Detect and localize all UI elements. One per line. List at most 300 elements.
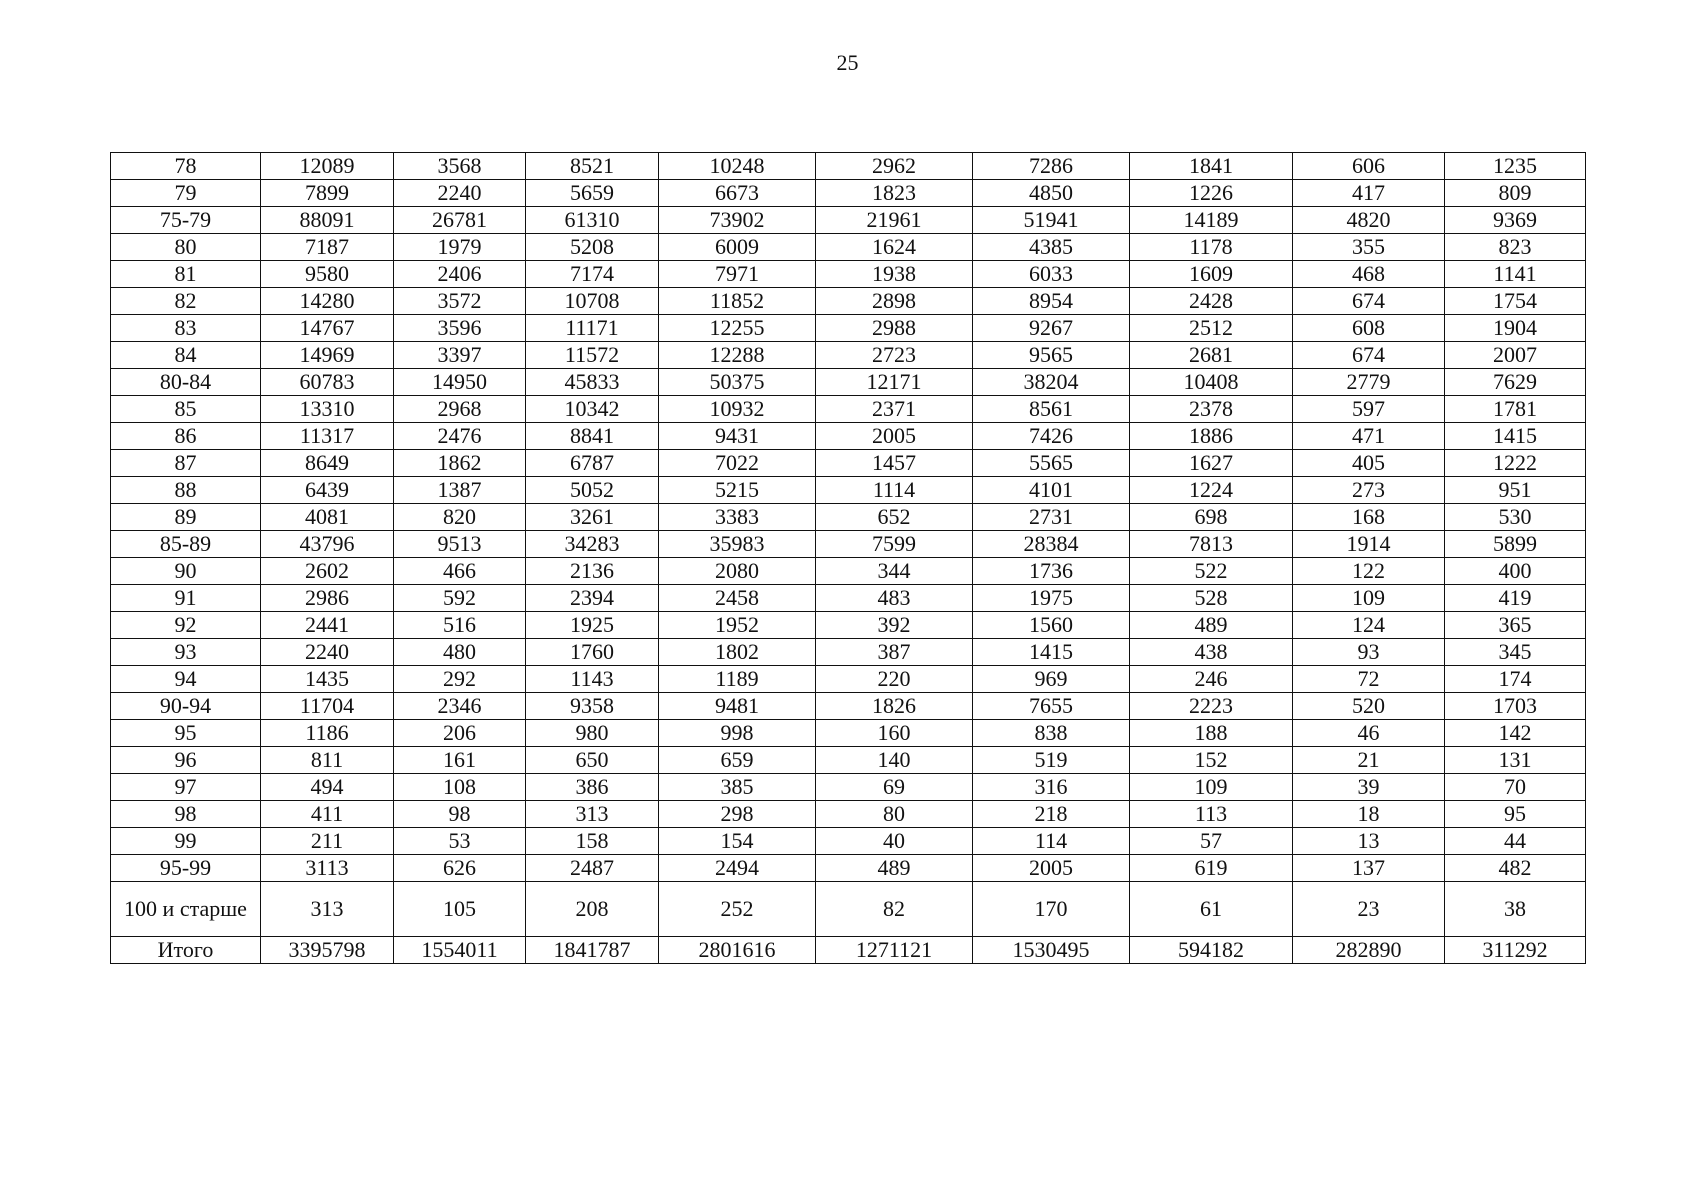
value-cell: 594182 bbox=[1130, 937, 1293, 964]
value-cell: 11171 bbox=[526, 315, 659, 342]
table-row bbox=[111, 450, 1586, 477]
value-cell: 2602 bbox=[261, 558, 394, 585]
value-cell: 3261 bbox=[526, 504, 659, 531]
value-cell: 137 bbox=[1293, 855, 1445, 882]
value-cell: 61310 bbox=[526, 207, 659, 234]
value-cell: 170 bbox=[973, 882, 1130, 937]
table-row bbox=[111, 666, 1586, 693]
value-cell: 2406 bbox=[394, 261, 526, 288]
value-cell: 2428 bbox=[1130, 288, 1293, 315]
value-cell: 1624 bbox=[816, 234, 973, 261]
value-cell: 2005 bbox=[973, 855, 1130, 882]
value-cell: 12288 bbox=[659, 342, 816, 369]
value-cell: 206 bbox=[394, 720, 526, 747]
value-cell: 1560 bbox=[973, 612, 1130, 639]
value-cell: 6787 bbox=[526, 450, 659, 477]
value-cell: 7629 bbox=[1445, 369, 1586, 396]
value-cell: 1826 bbox=[816, 693, 973, 720]
value-cell: 1271121 bbox=[816, 937, 973, 964]
value-cell: 142 bbox=[1445, 720, 1586, 747]
value-cell: 122 bbox=[1293, 558, 1445, 585]
value-cell: 35983 bbox=[659, 531, 816, 558]
row-label-cell: 100 и старше bbox=[111, 882, 261, 937]
value-cell: 1862 bbox=[394, 450, 526, 477]
row-label-cell: 85 bbox=[111, 396, 261, 423]
value-cell: 108 bbox=[394, 774, 526, 801]
value-cell: 1703 bbox=[1445, 693, 1586, 720]
row-label-cell: 79 bbox=[111, 180, 261, 207]
value-cell: 2007 bbox=[1445, 342, 1586, 369]
value-cell: 820 bbox=[394, 504, 526, 531]
value-cell: 2723 bbox=[816, 342, 973, 369]
table-row bbox=[111, 774, 1586, 801]
value-cell: 3568 bbox=[394, 153, 526, 180]
value-cell: 8649 bbox=[261, 450, 394, 477]
value-cell: 38204 bbox=[973, 369, 1130, 396]
value-cell: 516 bbox=[394, 612, 526, 639]
value-cell: 3113 bbox=[261, 855, 394, 882]
value-cell: 519 bbox=[973, 747, 1130, 774]
value-cell: 951 bbox=[1445, 477, 1586, 504]
value-cell: 2512 bbox=[1130, 315, 1293, 342]
value-cell: 2458 bbox=[659, 585, 816, 612]
value-cell: 21961 bbox=[816, 207, 973, 234]
value-cell: 124 bbox=[1293, 612, 1445, 639]
row-label-cell: 99 bbox=[111, 828, 261, 855]
value-cell: 1141 bbox=[1445, 261, 1586, 288]
value-cell: 23 bbox=[1293, 882, 1445, 937]
value-cell: 650 bbox=[526, 747, 659, 774]
table-row bbox=[111, 234, 1586, 261]
value-cell: 4820 bbox=[1293, 207, 1445, 234]
value-cell: 61 bbox=[1130, 882, 1293, 937]
value-cell: 698 bbox=[1130, 504, 1293, 531]
value-cell: 38 bbox=[1445, 882, 1586, 937]
value-cell: 7599 bbox=[816, 531, 973, 558]
value-cell: 5659 bbox=[526, 180, 659, 207]
value-cell: 140 bbox=[816, 747, 973, 774]
value-cell: 387 bbox=[816, 639, 973, 666]
value-cell: 1609 bbox=[1130, 261, 1293, 288]
value-cell: 34283 bbox=[526, 531, 659, 558]
value-cell: 411 bbox=[261, 801, 394, 828]
value-cell: 386 bbox=[526, 774, 659, 801]
value-cell: 619 bbox=[1130, 855, 1293, 882]
value-cell: 3397 bbox=[394, 342, 526, 369]
value-cell: 480 bbox=[394, 639, 526, 666]
value-cell: 1904 bbox=[1445, 315, 1586, 342]
value-cell: 2986 bbox=[261, 585, 394, 612]
value-cell: 1435 bbox=[261, 666, 394, 693]
value-cell: 5565 bbox=[973, 450, 1130, 477]
value-cell: 93 bbox=[1293, 639, 1445, 666]
value-cell: 109 bbox=[1130, 774, 1293, 801]
value-cell: 1189 bbox=[659, 666, 816, 693]
value-cell: 2988 bbox=[816, 315, 973, 342]
value-cell: 11572 bbox=[526, 342, 659, 369]
value-cell: 11704 bbox=[261, 693, 394, 720]
value-cell: 1224 bbox=[1130, 477, 1293, 504]
value-cell: 652 bbox=[816, 504, 973, 531]
value-cell: 7286 bbox=[973, 153, 1130, 180]
value-cell: 1975 bbox=[973, 585, 1130, 612]
row-label-cell: 78 bbox=[111, 153, 261, 180]
value-cell: 5052 bbox=[526, 477, 659, 504]
value-cell: 14969 bbox=[261, 342, 394, 369]
value-cell: 9513 bbox=[394, 531, 526, 558]
value-cell: 70 bbox=[1445, 774, 1586, 801]
value-cell: 1754 bbox=[1445, 288, 1586, 315]
row-label-cell: 82 bbox=[111, 288, 261, 315]
row-label-cell: 80-84 bbox=[111, 369, 261, 396]
value-cell: 1841787 bbox=[526, 937, 659, 964]
value-cell: 1886 bbox=[1130, 423, 1293, 450]
value-cell: 659 bbox=[659, 747, 816, 774]
value-cell: 2005 bbox=[816, 423, 973, 450]
row-label-cell: 86 bbox=[111, 423, 261, 450]
value-cell: 13310 bbox=[261, 396, 394, 423]
value-cell: 158 bbox=[526, 828, 659, 855]
value-cell: 1415 bbox=[1445, 423, 1586, 450]
value-cell: 365 bbox=[1445, 612, 1586, 639]
value-cell: 208 bbox=[526, 882, 659, 937]
table-row bbox=[111, 720, 1586, 747]
row-label-cell: 87 bbox=[111, 450, 261, 477]
value-cell: 466 bbox=[394, 558, 526, 585]
value-cell: 7187 bbox=[261, 234, 394, 261]
table-row bbox=[111, 369, 1586, 396]
value-cell: 4850 bbox=[973, 180, 1130, 207]
value-cell: 298 bbox=[659, 801, 816, 828]
value-cell: 405 bbox=[1293, 450, 1445, 477]
value-cell: 2681 bbox=[1130, 342, 1293, 369]
value-cell: 438 bbox=[1130, 639, 1293, 666]
value-cell: 344 bbox=[816, 558, 973, 585]
row-label-cell: Итого bbox=[111, 937, 261, 964]
row-label-cell: 75-79 bbox=[111, 207, 261, 234]
value-cell: 12089 bbox=[261, 153, 394, 180]
value-cell: 174 bbox=[1445, 666, 1586, 693]
table-row bbox=[111, 396, 1586, 423]
value-cell: 2962 bbox=[816, 153, 973, 180]
value-cell: 131 bbox=[1445, 747, 1586, 774]
value-cell: 1760 bbox=[526, 639, 659, 666]
value-cell: 969 bbox=[973, 666, 1130, 693]
value-cell: 1143 bbox=[526, 666, 659, 693]
table-row bbox=[111, 855, 1586, 882]
value-cell: 5208 bbox=[526, 234, 659, 261]
value-cell: 674 bbox=[1293, 342, 1445, 369]
row-label-cell: 90-94 bbox=[111, 693, 261, 720]
value-cell: 522 bbox=[1130, 558, 1293, 585]
value-cell: 39 bbox=[1293, 774, 1445, 801]
value-cell: 12171 bbox=[816, 369, 973, 396]
value-cell: 21 bbox=[1293, 747, 1445, 774]
value-cell: 2476 bbox=[394, 423, 526, 450]
value-cell: 9565 bbox=[973, 342, 1130, 369]
value-cell: 8561 bbox=[973, 396, 1130, 423]
value-cell: 2441 bbox=[261, 612, 394, 639]
value-cell: 1938 bbox=[816, 261, 973, 288]
value-cell: 483 bbox=[816, 585, 973, 612]
population-table bbox=[110, 152, 1586, 964]
value-cell: 2487 bbox=[526, 855, 659, 882]
value-cell: 608 bbox=[1293, 315, 1445, 342]
value-cell: 7971 bbox=[659, 261, 816, 288]
value-cell: 14950 bbox=[394, 369, 526, 396]
value-cell: 109 bbox=[1293, 585, 1445, 612]
value-cell: 7899 bbox=[261, 180, 394, 207]
row-label-cell: 97 bbox=[111, 774, 261, 801]
page-number: 25 bbox=[836, 50, 859, 75]
table-row bbox=[111, 639, 1586, 666]
table-row bbox=[111, 693, 1586, 720]
value-cell: 7426 bbox=[973, 423, 1130, 450]
table-row bbox=[111, 207, 1586, 234]
value-cell: 14767 bbox=[261, 315, 394, 342]
value-cell: 1823 bbox=[816, 180, 973, 207]
value-cell: 823 bbox=[1445, 234, 1586, 261]
table-row bbox=[111, 423, 1586, 450]
value-cell: 1530495 bbox=[973, 937, 1130, 964]
value-cell: 28384 bbox=[973, 531, 1130, 558]
value-cell: 2378 bbox=[1130, 396, 1293, 423]
value-cell: 1235 bbox=[1445, 153, 1586, 180]
row-label-cell: 89 bbox=[111, 504, 261, 531]
value-cell: 1802 bbox=[659, 639, 816, 666]
value-cell: 69 bbox=[816, 774, 973, 801]
value-cell: 2394 bbox=[526, 585, 659, 612]
value-cell: 313 bbox=[526, 801, 659, 828]
population-table-container bbox=[110, 152, 1585, 964]
value-cell: 9369 bbox=[1445, 207, 1586, 234]
value-cell: 9267 bbox=[973, 315, 1130, 342]
row-label-cell: 94 bbox=[111, 666, 261, 693]
table-row bbox=[111, 585, 1586, 612]
value-cell: 8954 bbox=[973, 288, 1130, 315]
value-cell: 811 bbox=[261, 747, 394, 774]
value-cell: 44 bbox=[1445, 828, 1586, 855]
value-cell: 220 bbox=[816, 666, 973, 693]
value-cell: 53 bbox=[394, 828, 526, 855]
value-cell: 468 bbox=[1293, 261, 1445, 288]
table-body bbox=[111, 153, 1586, 964]
table-row bbox=[111, 828, 1586, 855]
value-cell: 168 bbox=[1293, 504, 1445, 531]
value-cell: 161 bbox=[394, 747, 526, 774]
value-cell: 12255 bbox=[659, 315, 816, 342]
value-cell: 838 bbox=[973, 720, 1130, 747]
value-cell: 1914 bbox=[1293, 531, 1445, 558]
table-row bbox=[111, 342, 1586, 369]
value-cell: 6439 bbox=[261, 477, 394, 504]
value-cell: 9481 bbox=[659, 693, 816, 720]
value-cell: 311292 bbox=[1445, 937, 1586, 964]
row-label-cell: 80 bbox=[111, 234, 261, 261]
value-cell: 43796 bbox=[261, 531, 394, 558]
value-cell: 2136 bbox=[526, 558, 659, 585]
value-cell: 592 bbox=[394, 585, 526, 612]
value-cell: 14189 bbox=[1130, 207, 1293, 234]
value-cell: 188 bbox=[1130, 720, 1293, 747]
value-cell: 2779 bbox=[1293, 369, 1445, 396]
value-cell: 80 bbox=[816, 801, 973, 828]
value-cell: 2898 bbox=[816, 288, 973, 315]
value-cell: 2346 bbox=[394, 693, 526, 720]
value-cell: 8521 bbox=[526, 153, 659, 180]
value-cell: 18 bbox=[1293, 801, 1445, 828]
value-cell: 1841 bbox=[1130, 153, 1293, 180]
table-row bbox=[111, 937, 1586, 964]
value-cell: 7022 bbox=[659, 450, 816, 477]
table-row bbox=[111, 612, 1586, 639]
value-cell: 1457 bbox=[816, 450, 973, 477]
value-cell: 3395798 bbox=[261, 937, 394, 964]
value-cell: 2371 bbox=[816, 396, 973, 423]
value-cell: 1952 bbox=[659, 612, 816, 639]
table-row bbox=[111, 531, 1586, 558]
value-cell: 13 bbox=[1293, 828, 1445, 855]
table-row bbox=[111, 153, 1586, 180]
value-cell: 3383 bbox=[659, 504, 816, 531]
value-cell: 11317 bbox=[261, 423, 394, 450]
value-cell: 1979 bbox=[394, 234, 526, 261]
value-cell: 10248 bbox=[659, 153, 816, 180]
table-row bbox=[111, 558, 1586, 585]
value-cell: 1222 bbox=[1445, 450, 1586, 477]
value-cell: 1781 bbox=[1445, 396, 1586, 423]
value-cell: 252 bbox=[659, 882, 816, 937]
value-cell: 11852 bbox=[659, 288, 816, 315]
value-cell: 998 bbox=[659, 720, 816, 747]
value-cell: 1114 bbox=[816, 477, 973, 504]
table-row bbox=[111, 801, 1586, 828]
value-cell: 674 bbox=[1293, 288, 1445, 315]
value-cell: 6673 bbox=[659, 180, 816, 207]
value-cell: 400 bbox=[1445, 558, 1586, 585]
value-cell: 3572 bbox=[394, 288, 526, 315]
value-cell: 4081 bbox=[261, 504, 394, 531]
value-cell: 82 bbox=[816, 882, 973, 937]
value-cell: 60783 bbox=[261, 369, 394, 396]
row-label-cell: 81 bbox=[111, 261, 261, 288]
value-cell: 5899 bbox=[1445, 531, 1586, 558]
row-label-cell: 90 bbox=[111, 558, 261, 585]
row-label-cell: 88 bbox=[111, 477, 261, 504]
value-cell: 154 bbox=[659, 828, 816, 855]
row-label-cell: 84 bbox=[111, 342, 261, 369]
value-cell: 313 bbox=[261, 882, 394, 937]
value-cell: 2801616 bbox=[659, 937, 816, 964]
value-cell: 282890 bbox=[1293, 937, 1445, 964]
value-cell: 1554011 bbox=[394, 937, 526, 964]
value-cell: 3596 bbox=[394, 315, 526, 342]
value-cell: 10708 bbox=[526, 288, 659, 315]
value-cell: 471 bbox=[1293, 423, 1445, 450]
value-cell: 597 bbox=[1293, 396, 1445, 423]
value-cell: 316 bbox=[973, 774, 1130, 801]
value-cell: 2731 bbox=[973, 504, 1130, 531]
value-cell: 40 bbox=[816, 828, 973, 855]
value-cell: 489 bbox=[816, 855, 973, 882]
value-cell: 152 bbox=[1130, 747, 1293, 774]
value-cell: 57 bbox=[1130, 828, 1293, 855]
value-cell: 1736 bbox=[973, 558, 1130, 585]
value-cell: 494 bbox=[261, 774, 394, 801]
value-cell: 419 bbox=[1445, 585, 1586, 612]
value-cell: 1186 bbox=[261, 720, 394, 747]
row-label-cell: 95-99 bbox=[111, 855, 261, 882]
value-cell: 211 bbox=[261, 828, 394, 855]
value-cell: 417 bbox=[1293, 180, 1445, 207]
value-cell: 809 bbox=[1445, 180, 1586, 207]
value-cell: 489 bbox=[1130, 612, 1293, 639]
value-cell: 6033 bbox=[973, 261, 1130, 288]
value-cell: 392 bbox=[816, 612, 973, 639]
value-cell: 273 bbox=[1293, 477, 1445, 504]
value-cell: 482 bbox=[1445, 855, 1586, 882]
value-cell: 4101 bbox=[973, 477, 1130, 504]
value-cell: 1627 bbox=[1130, 450, 1293, 477]
value-cell: 4385 bbox=[973, 234, 1130, 261]
value-cell: 606 bbox=[1293, 153, 1445, 180]
row-label-cell: 91 bbox=[111, 585, 261, 612]
value-cell: 2968 bbox=[394, 396, 526, 423]
value-cell: 2080 bbox=[659, 558, 816, 585]
table-row bbox=[111, 477, 1586, 504]
value-cell: 1226 bbox=[1130, 180, 1293, 207]
row-label-cell: 83 bbox=[111, 315, 261, 342]
value-cell: 5215 bbox=[659, 477, 816, 504]
value-cell: 98 bbox=[394, 801, 526, 828]
value-cell: 73902 bbox=[659, 207, 816, 234]
value-cell: 1387 bbox=[394, 477, 526, 504]
value-cell: 10932 bbox=[659, 396, 816, 423]
value-cell: 218 bbox=[973, 801, 1130, 828]
value-cell: 160 bbox=[816, 720, 973, 747]
value-cell: 530 bbox=[1445, 504, 1586, 531]
value-cell: 105 bbox=[394, 882, 526, 937]
value-cell: 10408 bbox=[1130, 369, 1293, 396]
value-cell: 1415 bbox=[973, 639, 1130, 666]
value-cell: 385 bbox=[659, 774, 816, 801]
value-cell: 9431 bbox=[659, 423, 816, 450]
value-cell: 2223 bbox=[1130, 693, 1293, 720]
value-cell: 626 bbox=[394, 855, 526, 882]
table-row bbox=[111, 180, 1586, 207]
value-cell: 980 bbox=[526, 720, 659, 747]
value-cell: 7174 bbox=[526, 261, 659, 288]
value-cell: 7813 bbox=[1130, 531, 1293, 558]
value-cell: 14280 bbox=[261, 288, 394, 315]
value-cell: 246 bbox=[1130, 666, 1293, 693]
value-cell: 292 bbox=[394, 666, 526, 693]
value-cell: 88091 bbox=[261, 207, 394, 234]
value-cell: 50375 bbox=[659, 369, 816, 396]
row-label-cell: 93 bbox=[111, 639, 261, 666]
table-row bbox=[111, 882, 1586, 937]
value-cell: 355 bbox=[1293, 234, 1445, 261]
value-cell: 113 bbox=[1130, 801, 1293, 828]
value-cell: 528 bbox=[1130, 585, 1293, 612]
value-cell: 520 bbox=[1293, 693, 1445, 720]
value-cell: 8841 bbox=[526, 423, 659, 450]
value-cell: 345 bbox=[1445, 639, 1586, 666]
table-row bbox=[111, 315, 1586, 342]
value-cell: 95 bbox=[1445, 801, 1586, 828]
value-cell: 9358 bbox=[526, 693, 659, 720]
row-label-cell: 85-89 bbox=[111, 531, 261, 558]
